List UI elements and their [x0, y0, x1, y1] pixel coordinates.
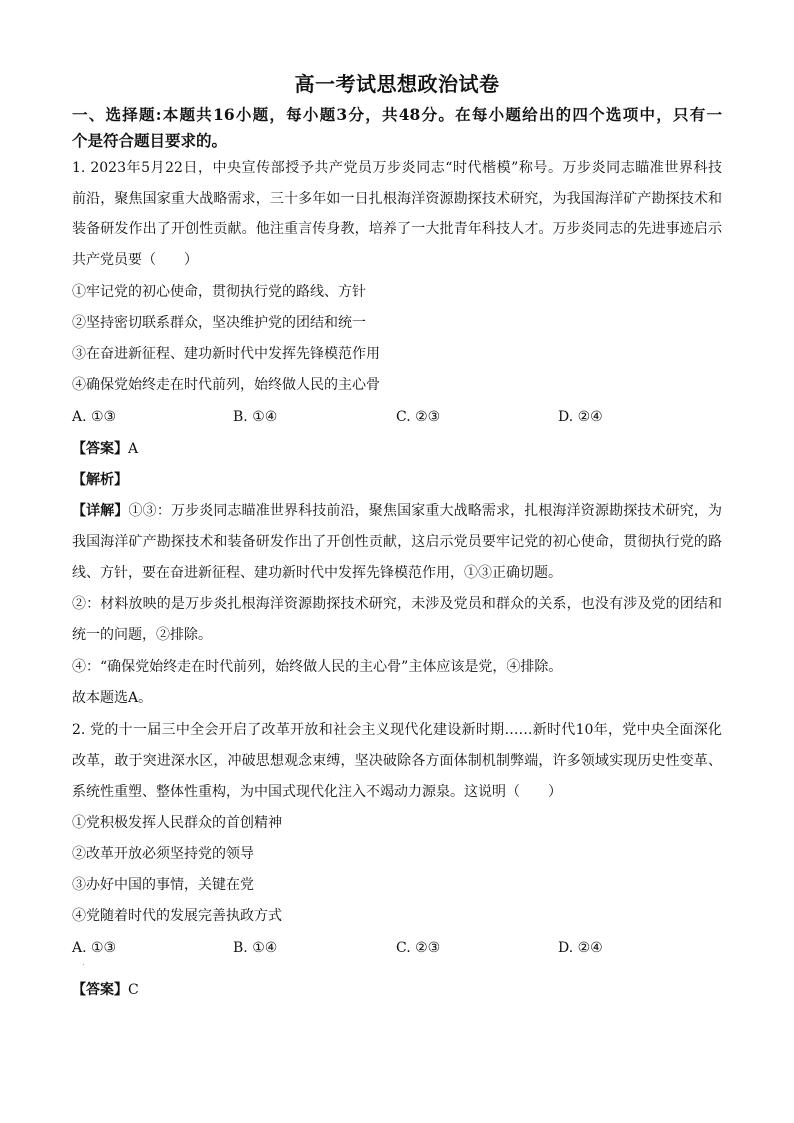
q1-stem-line: 装备研发作出了开创性贡献。他注重言传身教，培养了一大批青年科技人才。万步炎同志的先进事迹启示: [72, 221, 722, 237]
q2-stem-line: 2. 党的十一届三中全会开启了改革开放和社会主义现代化建设新时期……新时代10年，党中央全面深化: [72, 722, 722, 738]
q2-item: ②改革开放必须坚持党的领导: [72, 846, 254, 862]
detail-text: ①③：万步炎同志瞄准世界科技前沿，聚焦国家重大战略需求，扎根海洋资源勘探技术研究，为: [128, 503, 723, 519]
q2-option-c: C. ②③: [396, 940, 441, 956]
q1-option-b: B. ①④: [233, 409, 278, 425]
q2-option-d: D. ②④: [558, 940, 603, 956]
q1-detail-line: ④：“确保党始终走在时代前列，始终做人民的主心骨”主体应该是党，④排除。: [72, 659, 563, 675]
q1-stem-line: 1. 2023年5月22日，中央宣传部授予共产党员万步炎同志“时代楷模”称号。万步炎同志瞄准世界科技: [72, 160, 722, 176]
q1-detail-line: 统一的问题，②排除。: [72, 627, 212, 643]
q2-item: ③办好中国的事情，关键在党: [72, 877, 254, 893]
q1-option-c: C. ②③: [396, 409, 441, 425]
q1-detail-line: 线、方针，要在奋进新征程、建功新时代中发挥先锋模范作用，①③正确切题。: [72, 565, 562, 581]
section-heading-line-2: 个是符合题目要求的。: [72, 131, 228, 150]
q2-stem-line: 系统性重塑、整体性重构，为中国式现代化注入不竭动力源泉。这说明（ ）: [72, 784, 562, 800]
answer-tag: 【答案】: [72, 982, 128, 998]
q2-item: ①党积极发挥人民群众的首创精神: [72, 815, 282, 831]
q2-option-a: A. ①③: [72, 940, 117, 956]
q1-detail-line: ②：材料放映的是万步炎扎根海洋资源勘探技术研究，未涉及党员和群众的关系，也没有涉及党的团结和: [72, 596, 722, 612]
answer-value: C: [128, 982, 139, 998]
q1-stem-line: 共产党员要（ ）: [72, 252, 198, 268]
answer-tag: 【答案】: [72, 441, 128, 457]
scan-speck: .: [82, 958, 85, 967]
q2-stem-line: 改革，敢于突进深水区，冲破思想观念束缚，坚决破除各方面体制机制弊端，许多领域实现历史性变革、: [72, 753, 722, 769]
detail-tag: 【详解】: [72, 503, 129, 519]
section-heading-line-1: 一、选择题:本题共16小题，每小题3分，共48分。在每小题给出的四个选项中，只有一: [72, 105, 722, 124]
q1-item: ①牢记党的初心使命，贯彻执行党的路线、方针: [72, 284, 366, 300]
q2-item: ④党随着时代的发展完善执政方式: [72, 908, 282, 924]
q2-answer: [72, 980, 722, 1000]
q1-option-a: A. ①③: [72, 409, 117, 425]
q2-option-b: B. ①④: [233, 940, 278, 956]
q1-stem-line: 前沿，聚焦国家重大战略需求，三十多年如一日扎根海洋资源勘探技术研究，为我国海洋矿产勘探技术和: [72, 191, 722, 207]
q1-item: ③在奋进新征程、建功新时代中发挥先锋模范作用: [72, 346, 380, 362]
q1-item: ②坚持密切联系群众，坚决维护党的团结和统一: [72, 315, 366, 331]
q1-item: ④确保党始终走在时代前列，始终做人民的主心骨: [72, 377, 380, 393]
page-title: 高一考试思想政治试卷: [294, 72, 500, 96]
answer-value: A: [128, 441, 139, 457]
q1-option-d: D. ②④: [558, 409, 603, 425]
q1-analysis-tag: 【解析】: [72, 472, 128, 488]
q1-detail-line: [72, 501, 722, 521]
q1-answer: [72, 439, 722, 459]
q1-detail-line: 故本题选A。: [72, 690, 153, 706]
q1-detail-line: 我国海洋矿产勘探技术和装备研发作出了开创性贡献，这启示党员要牢记党的初心使命，贯彻执行党的路: [72, 534, 722, 550]
